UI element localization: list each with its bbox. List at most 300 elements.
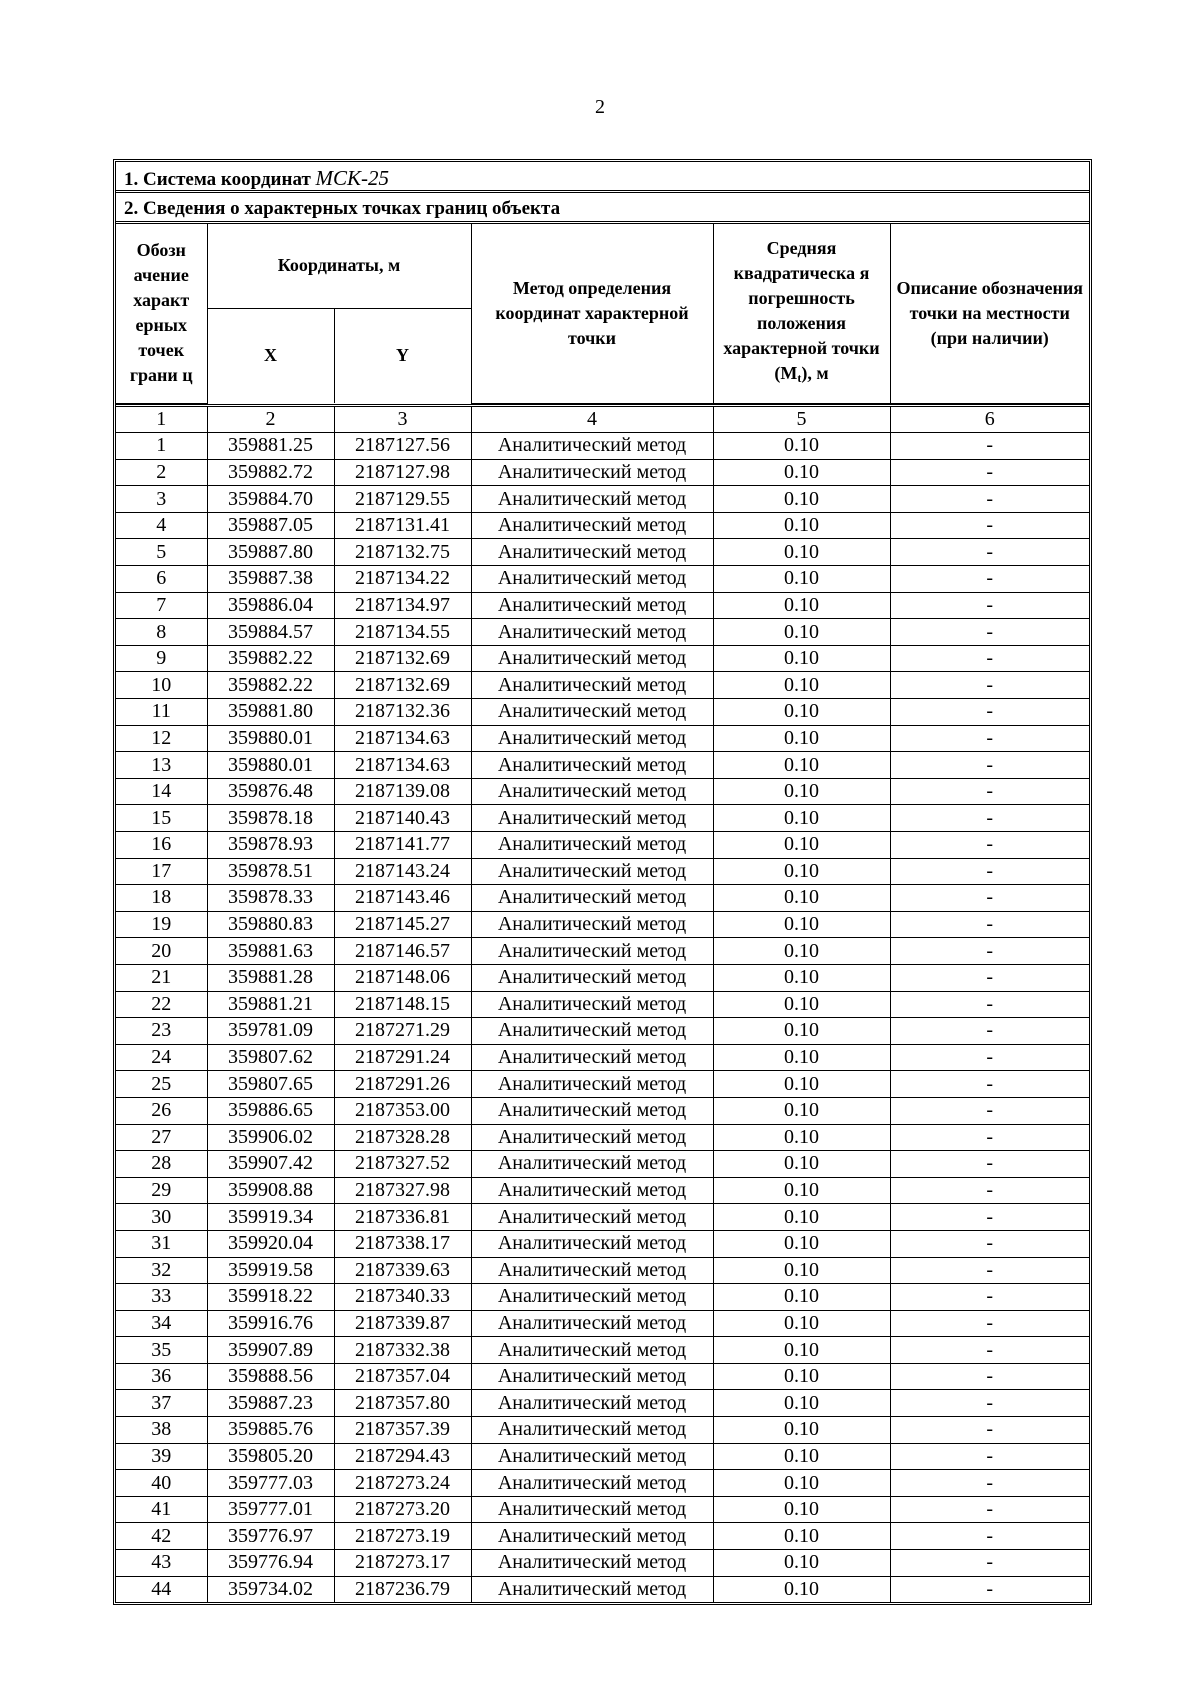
coord-x-cell: 359881.25	[207, 433, 334, 460]
error-cell: 0.10	[713, 991, 890, 1018]
point-number-cell: 27	[116, 1124, 207, 1151]
table-row	[116, 566, 1089, 593]
coord-x-cell: 359880.01	[207, 752, 334, 779]
coord-x-cell: 359916.76	[207, 1310, 334, 1337]
method-cell: Аналитический метод	[471, 938, 713, 965]
coord-y-cell: 2187127.98	[334, 459, 471, 486]
coord-x-cell: 359878.18	[207, 805, 334, 832]
column-number: 3	[334, 407, 471, 433]
point-number-cell: 3	[116, 486, 207, 513]
error-cell: 0.10	[713, 938, 890, 965]
description-cell: -	[890, 1151, 1089, 1178]
page-number: 2	[595, 96, 605, 118]
coord-y-cell: 2187327.98	[334, 1177, 471, 1204]
coord-y-cell: 2187127.56	[334, 433, 471, 460]
description-cell: -	[890, 592, 1089, 619]
table-row	[116, 1363, 1089, 1390]
point-number-cell: 16	[116, 832, 207, 859]
coord-y-cell: 2187338.17	[334, 1230, 471, 1257]
description-cell: -	[890, 1177, 1089, 1204]
error-cell: 0.10	[713, 1470, 890, 1497]
coord-x-cell: 359880.83	[207, 911, 334, 938]
method-cell: Аналитический метод	[471, 1257, 713, 1284]
table-row	[116, 1550, 1089, 1577]
column-number: 2	[207, 407, 334, 433]
coord-y-cell: 2187339.87	[334, 1310, 471, 1337]
table-row	[116, 1204, 1089, 1231]
method-cell: Аналитический метод	[471, 1310, 713, 1337]
error-cell: 0.10	[713, 1230, 890, 1257]
description-cell: -	[890, 858, 1089, 885]
coord-y-cell: 2187291.26	[334, 1071, 471, 1098]
coord-x-cell: 359887.23	[207, 1390, 334, 1417]
error-cell: 0.10	[713, 1151, 890, 1178]
table-row	[116, 1018, 1089, 1045]
error-cell: 0.10	[713, 566, 890, 593]
coord-x-cell: 359887.05	[207, 512, 334, 539]
method-cell: Аналитический метод	[471, 1470, 713, 1497]
description-cell: -	[890, 805, 1089, 832]
column-number-row	[116, 407, 1089, 433]
coord-y-cell: 2187328.28	[334, 1124, 471, 1151]
point-number-cell: 21	[116, 964, 207, 991]
table-row	[116, 964, 1089, 991]
table-row	[116, 885, 1089, 912]
table-row	[116, 672, 1089, 699]
coord-y-cell: 2187353.00	[334, 1097, 471, 1124]
point-number-cell: 20	[116, 938, 207, 965]
column-number: 6	[890, 407, 1089, 433]
error-cell: 0.10	[713, 512, 890, 539]
coord-y-cell: 2187131.41	[334, 512, 471, 539]
table-row	[116, 1284, 1089, 1311]
method-cell: Аналитический метод	[471, 752, 713, 779]
method-cell: Аналитический метод	[471, 486, 713, 513]
description-cell: -	[890, 1576, 1089, 1602]
method-cell: Аналитический метод	[471, 1417, 713, 1444]
point-number-cell: 28	[116, 1151, 207, 1178]
error-cell: 0.10	[713, 1337, 890, 1364]
coord-x-cell: 359878.51	[207, 858, 334, 885]
error-cell: 0.10	[713, 964, 890, 991]
point-number-cell: 24	[116, 1044, 207, 1071]
point-number-cell: 36	[116, 1363, 207, 1390]
table-row	[116, 1177, 1089, 1204]
table-header	[116, 224, 1089, 407]
error-cell: 0.10	[713, 433, 890, 460]
method-cell: Аналитический метод	[471, 885, 713, 912]
table-row	[116, 459, 1089, 486]
table-row	[116, 699, 1089, 726]
coord-x-cell: 359805.20	[207, 1443, 334, 1470]
description-cell: -	[890, 699, 1089, 726]
table-row	[116, 911, 1089, 938]
description-cell: -	[890, 1071, 1089, 1098]
header-y: Y	[334, 308, 471, 403]
description-cell: -	[890, 1390, 1089, 1417]
table-row	[116, 858, 1089, 885]
table-row	[116, 832, 1089, 859]
description-cell: -	[890, 885, 1089, 912]
coord-y-cell: 2187357.39	[334, 1417, 471, 1444]
error-cell: 0.10	[713, 645, 890, 672]
error-cell: 0.10	[713, 592, 890, 619]
coord-x-cell: 359920.04	[207, 1230, 334, 1257]
coord-x-cell: 359907.89	[207, 1337, 334, 1364]
error-cell: 0.10	[713, 1310, 890, 1337]
table-row	[116, 778, 1089, 805]
coord-y-cell: 2187273.20	[334, 1496, 471, 1523]
error-cell: 0.10	[713, 1496, 890, 1523]
point-number-cell: 11	[116, 699, 207, 726]
method-cell: Аналитический метод	[471, 1523, 713, 1550]
method-cell: Аналитический метод	[471, 911, 713, 938]
point-number-cell: 39	[116, 1443, 207, 1470]
coord-y-cell: 2187273.24	[334, 1470, 471, 1497]
coord-y-cell: 2187134.63	[334, 725, 471, 752]
point-number-cell: 40	[116, 1470, 207, 1497]
error-cell: 0.10	[713, 1018, 890, 1045]
error-cell: 0.10	[713, 1097, 890, 1124]
method-cell: Аналитический метод	[471, 512, 713, 539]
table-row	[116, 1470, 1089, 1497]
point-number-cell: 37	[116, 1390, 207, 1417]
method-cell: Аналитический метод	[471, 619, 713, 646]
method-cell: Аналитический метод	[471, 566, 713, 593]
table-row	[116, 1124, 1089, 1151]
method-cell: Аналитический метод	[471, 1230, 713, 1257]
error-cell: 0.10	[713, 832, 890, 859]
method-cell: Аналитический метод	[471, 1018, 713, 1045]
error-cell: 0.10	[713, 1390, 890, 1417]
coord-y-cell: 2187134.97	[334, 592, 471, 619]
description-cell: -	[890, 1310, 1089, 1337]
coord-y-cell: 2187271.29	[334, 1018, 471, 1045]
coord-y-cell: 2187291.24	[334, 1044, 471, 1071]
description-cell: -	[890, 645, 1089, 672]
point-number-cell: 33	[116, 1284, 207, 1311]
method-cell: Аналитический метод	[471, 1151, 713, 1178]
header-description: Описание обозначения точки на местности (при наличии)	[890, 224, 1089, 403]
description-cell: -	[890, 1284, 1089, 1311]
section-1-label: 1. Система координат	[124, 169, 311, 190]
point-number-cell: 25	[116, 1071, 207, 1098]
coord-x-cell: 359878.93	[207, 832, 334, 859]
table-row	[116, 1310, 1089, 1337]
point-number-cell: 19	[116, 911, 207, 938]
error-cell: 0.10	[713, 1204, 890, 1231]
coord-x-cell: 359919.34	[207, 1204, 334, 1231]
document-sheet	[113, 159, 1092, 1605]
coord-y-cell: 2187129.55	[334, 486, 471, 513]
error-cell: 0.10	[713, 1443, 890, 1470]
table-row	[116, 1337, 1089, 1364]
coord-x-cell: 359884.57	[207, 619, 334, 646]
table-row	[116, 1044, 1089, 1071]
method-cell: Аналитический метод	[471, 1496, 713, 1523]
error-cell: 0.10	[713, 699, 890, 726]
table-row	[116, 645, 1089, 672]
coord-y-cell: 2187140.43	[334, 805, 471, 832]
coord-y-cell: 2187340.33	[334, 1284, 471, 1311]
point-number-cell: 26	[116, 1097, 207, 1124]
point-number-cell: 17	[116, 858, 207, 885]
column-number: 5	[713, 407, 890, 433]
coord-x-cell: 359887.80	[207, 539, 334, 566]
table-row	[116, 1071, 1089, 1098]
method-cell: Аналитический метод	[471, 592, 713, 619]
description-cell: -	[890, 566, 1089, 593]
table-row	[116, 619, 1089, 646]
error-cell: 0.10	[713, 725, 890, 752]
description-cell: -	[890, 459, 1089, 486]
table-row	[116, 512, 1089, 539]
error-cell: 0.10	[713, 1576, 890, 1602]
point-number-cell: 5	[116, 539, 207, 566]
method-cell: Аналитический метод	[471, 725, 713, 752]
description-cell: -	[890, 752, 1089, 779]
description-cell: -	[890, 1443, 1089, 1470]
error-cell: 0.10	[713, 1044, 890, 1071]
method-cell: Аналитический метод	[471, 1204, 713, 1231]
table-row	[116, 1151, 1089, 1178]
description-cell: -	[890, 619, 1089, 646]
method-cell: Аналитический метод	[471, 672, 713, 699]
method-cell: Аналитический метод	[471, 1071, 713, 1098]
coord-y-cell: 2187357.04	[334, 1363, 471, 1390]
column-number: 1	[116, 407, 207, 433]
header-error	[713, 224, 890, 403]
method-cell: Аналитический метод	[471, 991, 713, 1018]
point-number-cell: 34	[116, 1310, 207, 1337]
description-cell: -	[890, 486, 1089, 513]
method-cell: Аналитический метод	[471, 858, 713, 885]
error-cell: 0.10	[713, 885, 890, 912]
point-number-cell: 2	[116, 459, 207, 486]
description-cell: -	[890, 1363, 1089, 1390]
coord-x-cell: 359882.72	[207, 459, 334, 486]
coord-y-cell: 2187134.22	[334, 566, 471, 593]
coord-x-cell: 359776.97	[207, 1523, 334, 1550]
coord-x-cell: 359876.48	[207, 778, 334, 805]
error-cell: 0.10	[713, 911, 890, 938]
point-number-cell: 23	[116, 1018, 207, 1045]
coordinate-system-value: МСК-25	[315, 166, 389, 190]
coord-x-cell: 359882.22	[207, 645, 334, 672]
column-number: 4	[471, 407, 713, 433]
method-cell: Аналитический метод	[471, 1284, 713, 1311]
description-cell: -	[890, 672, 1089, 699]
description-cell: -	[890, 512, 1089, 539]
error-cell: 0.10	[713, 1284, 890, 1311]
error-cell: 0.10	[713, 1071, 890, 1098]
coord-x-cell: 359807.65	[207, 1071, 334, 1098]
coord-x-cell: 359878.33	[207, 885, 334, 912]
error-cell: 0.10	[713, 752, 890, 779]
description-cell: -	[890, 1044, 1089, 1071]
method-cell: Аналитический метод	[471, 1337, 713, 1364]
description-cell: -	[890, 1257, 1089, 1284]
header-error-main: Средняя квадратическа я погрешность положения характерной точки (M	[723, 237, 880, 383]
method-cell: Аналитический метод	[471, 805, 713, 832]
table-row	[116, 1417, 1089, 1444]
coord-y-cell: 2187148.15	[334, 991, 471, 1018]
coord-y-cell: 2187273.19	[334, 1523, 471, 1550]
coord-x-cell: 359881.28	[207, 964, 334, 991]
coord-x-cell: 359777.03	[207, 1470, 334, 1497]
coord-x-cell: 359886.04	[207, 592, 334, 619]
section-coordinate-system	[116, 162, 1089, 193]
point-number-cell: 18	[116, 885, 207, 912]
coord-x-cell: 359888.56	[207, 1363, 334, 1390]
method-cell: Аналитический метод	[471, 459, 713, 486]
description-cell: -	[890, 964, 1089, 991]
coord-x-cell: 359882.22	[207, 672, 334, 699]
coord-y-cell: 2187336.81	[334, 1204, 471, 1231]
table-row	[116, 539, 1089, 566]
point-number-cell: 7	[116, 592, 207, 619]
method-cell: Аналитический метод	[471, 1443, 713, 1470]
method-cell: Аналитический метод	[471, 832, 713, 859]
coord-x-cell: 359918.22	[207, 1284, 334, 1311]
point-number-cell: 29	[116, 1177, 207, 1204]
point-number-cell: 1	[116, 433, 207, 460]
coord-y-cell: 2187141.77	[334, 832, 471, 859]
point-number-cell: 32	[116, 1257, 207, 1284]
points-table	[116, 407, 1089, 1603]
coord-y-cell: 2187236.79	[334, 1576, 471, 1602]
point-number-cell: 9	[116, 645, 207, 672]
table-row	[116, 805, 1089, 832]
coord-y-cell: 2187134.63	[334, 752, 471, 779]
point-number-cell: 15	[116, 805, 207, 832]
table-row	[116, 433, 1089, 460]
coord-x-cell: 359734.02	[207, 1576, 334, 1602]
description-cell: -	[890, 991, 1089, 1018]
table-row	[116, 991, 1089, 1018]
method-cell: Аналитический метод	[471, 539, 713, 566]
point-number-cell: 6	[116, 566, 207, 593]
coord-y-cell: 2187134.55	[334, 619, 471, 646]
description-cell: -	[890, 1523, 1089, 1550]
header-method: Метод определения координат характерной точки	[471, 224, 713, 403]
method-cell: Аналитический метод	[471, 1363, 713, 1390]
description-cell: -	[890, 725, 1089, 752]
error-cell: 0.10	[713, 1523, 890, 1550]
point-number-cell: 14	[116, 778, 207, 805]
header-error-sub: t	[797, 370, 802, 385]
point-number-cell: 41	[116, 1496, 207, 1523]
coord-y-cell: 2187327.52	[334, 1151, 471, 1178]
coord-y-cell: 2187357.80	[334, 1390, 471, 1417]
coord-y-cell: 2187145.27	[334, 911, 471, 938]
point-number-cell: 8	[116, 619, 207, 646]
coord-x-cell: 359884.70	[207, 486, 334, 513]
coord-y-cell: 2187339.63	[334, 1257, 471, 1284]
coord-y-cell: 2187143.24	[334, 858, 471, 885]
coord-y-cell: 2187294.43	[334, 1443, 471, 1470]
method-cell: Аналитический метод	[471, 1177, 713, 1204]
table-row	[116, 1576, 1089, 1602]
method-cell: Аналитический метод	[471, 1097, 713, 1124]
description-cell: -	[890, 778, 1089, 805]
table-row	[116, 1443, 1089, 1470]
point-number-cell: 30	[116, 1204, 207, 1231]
error-cell: 0.10	[713, 672, 890, 699]
point-number-cell: 31	[116, 1230, 207, 1257]
table-row	[116, 592, 1089, 619]
coord-y-cell: 2187139.08	[334, 778, 471, 805]
coord-y-cell: 2187332.38	[334, 1337, 471, 1364]
coord-x-cell: 359907.42	[207, 1151, 334, 1178]
description-cell: -	[890, 1124, 1089, 1151]
error-cell: 0.10	[713, 539, 890, 566]
error-cell: 0.10	[713, 1257, 890, 1284]
point-number-cell: 38	[116, 1417, 207, 1444]
description-cell: -	[890, 1230, 1089, 1257]
coord-y-cell: 2187132.69	[334, 645, 471, 672]
table-row	[116, 752, 1089, 779]
description-cell: -	[890, 1097, 1089, 1124]
description-cell: -	[890, 1204, 1089, 1231]
coord-y-cell: 2187132.75	[334, 539, 471, 566]
header-error-tail: ), м	[801, 362, 829, 383]
error-cell: 0.10	[713, 1550, 890, 1577]
coord-x-cell: 359776.94	[207, 1550, 334, 1577]
table-row	[116, 486, 1089, 513]
table-row	[116, 1230, 1089, 1257]
error-cell: 0.10	[713, 1177, 890, 1204]
error-cell: 0.10	[713, 805, 890, 832]
description-cell: -	[890, 938, 1089, 965]
error-cell: 0.10	[713, 1363, 890, 1390]
method-cell: Аналитический метод	[471, 964, 713, 991]
point-number-cell: 22	[116, 991, 207, 1018]
coord-x-cell: 359880.01	[207, 725, 334, 752]
coord-y-cell: 2187148.06	[334, 964, 471, 991]
method-cell: Аналитический метод	[471, 645, 713, 672]
table-row	[116, 725, 1089, 752]
table-row	[116, 1496, 1089, 1523]
description-cell: -	[890, 539, 1089, 566]
point-number-cell: 43	[116, 1550, 207, 1577]
point-number-cell: 44	[116, 1576, 207, 1602]
table-row	[116, 1523, 1089, 1550]
header-x: X	[207, 308, 334, 403]
error-cell: 0.10	[713, 486, 890, 513]
coord-x-cell: 359885.76	[207, 1417, 334, 1444]
section-2-label: 2. Сведения о характерных точках границ объекта	[124, 198, 561, 219]
description-cell: -	[890, 1417, 1089, 1444]
coord-x-cell: 359887.38	[207, 566, 334, 593]
coord-x-cell: 359777.01	[207, 1496, 334, 1523]
description-cell: -	[890, 1337, 1089, 1364]
method-cell: Аналитический метод	[471, 1390, 713, 1417]
method-cell: Аналитический метод	[471, 433, 713, 460]
coord-x-cell: 359807.62	[207, 1044, 334, 1071]
table-frame	[113, 159, 1092, 1605]
coord-x-cell: 359908.88	[207, 1177, 334, 1204]
error-cell: 0.10	[713, 1417, 890, 1444]
point-number-cell: 10	[116, 672, 207, 699]
error-cell: 0.10	[713, 858, 890, 885]
description-cell: -	[890, 911, 1089, 938]
header-coordinates: Координаты, м	[207, 224, 471, 308]
point-number-cell: 13	[116, 752, 207, 779]
point-number-cell: 35	[116, 1337, 207, 1364]
table-row	[116, 1257, 1089, 1284]
method-cell: Аналитический метод	[471, 699, 713, 726]
